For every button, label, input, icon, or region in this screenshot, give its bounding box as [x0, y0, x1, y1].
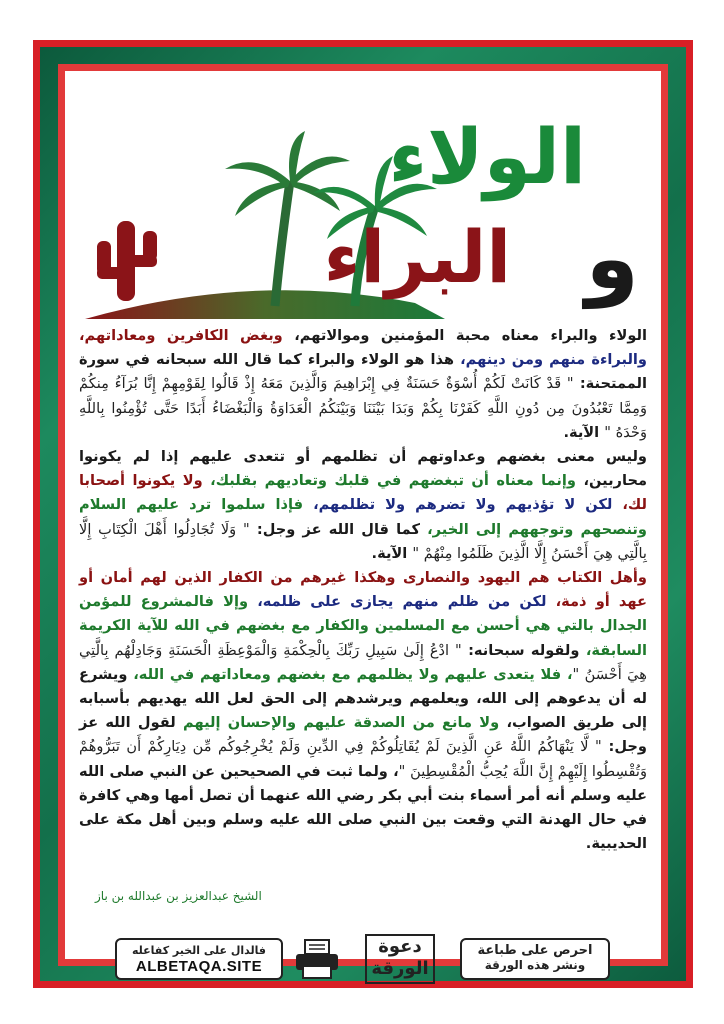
- logo-line: الورقة: [371, 958, 429, 979]
- text-run: كما قال الله عز وجل:: [249, 520, 420, 538]
- author-credit: الشيخ عبدالعزيز بن عبدالله بن باز: [95, 889, 262, 903]
- quran-quote: " ادْعُ إِلَىٰ سَبِيلِ رَبِّكَ بِالْحِكْمَةِ وَالْمَوْعِظَةِ الْحَسَنَةِ وَجَادِلْهُم بِالَّتِي هِيَ أَحْسَنُ ": [79, 641, 648, 683]
- text-run: وليس معنى بغضهم وعداوتهم أن تظلمهم أو تتعدى عليهم إذا لم يكونوا محاربين،: [79, 448, 647, 490]
- text-run: لكن من ظلم منهم يجازى على ظلمه،: [248, 593, 547, 611]
- text-run: ولا يكونوا أصحابا لك،: [79, 472, 647, 514]
- site-link[interactable]: ALBETAQA.SITE: [135, 958, 263, 975]
- dawa-logo: [365, 934, 435, 984]
- title-bara: البراء: [323, 215, 511, 299]
- print-note-line2: ونشر هذه الورقة: [484, 958, 586, 972]
- text-run: لكن لا تؤذيهم ولا تضرهم ولا تظلمهم،: [303, 496, 613, 514]
- text-run: الآية.: [563, 423, 605, 441]
- text-run: ولقوله سبحانه:: [461, 641, 580, 659]
- content-card: [65, 71, 661, 959]
- footer-motto: فالدال على الخير كفاعله: [131, 944, 267, 957]
- text-run: ولا مانع من الصدقة عليهم والإحسان إليهم: [175, 714, 500, 732]
- text-run: ، ولما ثبت في الصحيحين عن النبي صلى الله عليه وسلم أنه أمر أسماء بنت أبي بكر رضي الله عنهما أن تصل أمها وهي كافرة في حال الهدنة التي وقعت بين النبي صلى الله عليه وسلم وبين أهل مكة على الحديبية.: [79, 762, 647, 853]
- site-box[interactable]: [115, 938, 283, 980]
- text-run: وبغض الكافرين ومعاداتهم،: [79, 327, 283, 344]
- text-run: ويشرع له أن يدعوهم إلى الله، ويعلمهم ويرشدهم إلى الحق لعل الله يهديهم بأسبابه إلى طريق الصواب،: [79, 665, 648, 732]
- title-wala: الولاء: [388, 112, 586, 201]
- text-run: وإلا فالمشروع للمؤمن الجدال بالتي هي أحسن مع المسلمين والكفار مع بغضهم في الله للآية الكريمة السابقة،: [79, 593, 648, 659]
- text-run: هذا هو الولاء والبراء كما قال الله سبحانه في سورة الممتحنة:: [79, 351, 648, 393]
- text-run: فإذا سلموا ترد عليهم السلام وتنصحهم وتوجههم إلى الخير،: [79, 496, 647, 538]
- text-run: الآية.: [371, 544, 413, 562]
- title-conjunction: و: [585, 209, 639, 309]
- text-run: وأهل الكتاب هم اليهود والنصارى وهكذا غيرهم من الكفار الذين لهم أمان أو عهد أو ذمة،: [79, 569, 647, 611]
- text-run: ، فلا يتعدى عليهم ولا يظلمهم مع بغضهم ومعاداتهم في الله،: [127, 665, 573, 683]
- print-note-box: [460, 938, 610, 980]
- footer-bar: [115, 938, 610, 982]
- text-run: الولاء والبراء معناه محبة المؤمنين وموالاتهم،: [282, 327, 647, 344]
- text-run: وإنما معناه أن تبغضهم في قلبك وتعاديهم بقلبك،: [202, 472, 576, 490]
- quran-quote: " لَّا يَنْهَاكُمُ اللَّهُ عَنِ الَّذِينَ لَمْ يُقَاتِلُوكُمْ فِي الدِّينِ وَلَمْ يُخْرِجُوكُم مِّن دِيَارِكُمْ أَن تَبَرُّوهُمْ وَتُقْسِطُوا إِلَيْهِمْ إِنَّ اللَّهَ يُحِبُّ الْمُقْسِطِينَ ": [79, 738, 647, 780]
- article-body: [79, 324, 647, 856]
- printer-icon: [293, 938, 341, 980]
- text-run: والبراءة منهم ومن دينهم،: [454, 351, 647, 369]
- quran-quote: " قَدْ كَانَتْ لَكُمْ أُسْوَةٌ حَسَنَةٌ فِي إِبْرَاهِيمَ وَالَّذِينَ مَعَهُ إِذْ قَالُوا لِقَوْمِهِمْ إِنَّا بُرَآءُ مِنكُمْ وَمِمَّا تَعْبُدُونَ مِن دُونِ اللَّهِ كَفَرْنَا بِكُمْ وَبَدَا بَيْنَنَا وَبَيْنَكُمُ الْعَدَاوَةُ وَالْبَغْضَاءُ أَبَدًا حَتَّى تُؤْمِنُوا بِاللَّهِ وَحْدَهُ ": [79, 375, 647, 441]
- quran-quote: " وَلَا تُجَادِلُوا أَهْلَ الْكِتَابِ إِلَّا بِالَّتِي هِيَ أَحْسَنُ إِلَّا الَّذِينَ ظَلَمُوا مِنْهُمْ ": [79, 520, 647, 562]
- print-note-line1: احرص على طباعة: [477, 943, 593, 958]
- cactus-icon: [97, 221, 157, 301]
- text-run: لقول الله عز وجل:: [79, 714, 647, 756]
- logo-line: دعوة: [378, 936, 422, 957]
